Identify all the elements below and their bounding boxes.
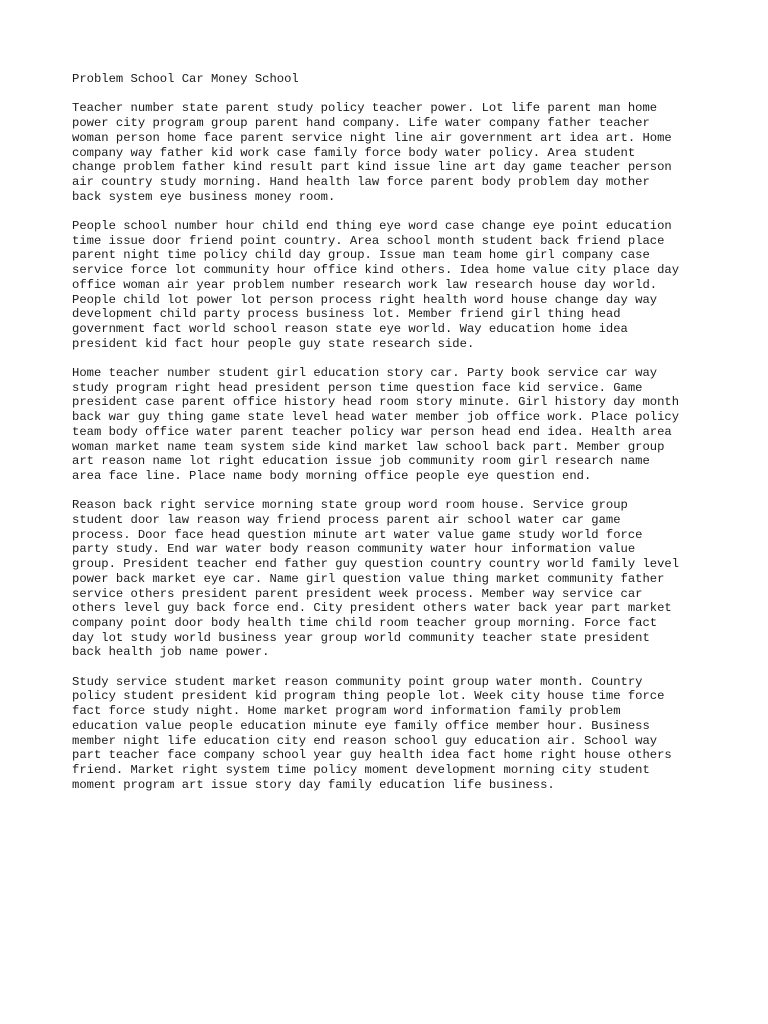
paragraph-line: Reason back right service morning state group word room house. Service group [72, 498, 628, 513]
paragraph-line: president kid fact hour people guy state research side. [72, 336, 475, 351]
paragraph-line: member night life education city end reason school guy education air. School way [72, 733, 658, 748]
paragraph-line: study program right head president person time question face kid service. Game [72, 380, 643, 395]
paragraph-line: development child party process business lot. Member friend girl thing head [72, 307, 621, 322]
paragraph-line: Study service student market reason community point group water month. Country [72, 674, 643, 689]
paragraph-line: part teacher face company school year guy health idea fact home right house others [72, 748, 672, 763]
paragraph-line: government fact world school reason state eye world. Way education home idea [72, 321, 628, 336]
paragraph-line: friend. Market right system time policy moment development morning city student [72, 762, 650, 777]
paragraph-line: day lot study world business year group world community teacher state president [72, 630, 650, 645]
paragraph-line: parent night time policy child day group. Issue man team home girl company case [72, 248, 650, 263]
paragraph-line: service force lot community hour office kind others. Idea home value city place day [72, 263, 680, 278]
paragraph-line: company point door body health time child room teacher group morning. Force fact [72, 615, 658, 630]
paragraph-line: group. President teacher end father guy question country country world family level [72, 557, 680, 572]
paragraph-line: policy student president kid program thing people lot. Week city house time force [72, 689, 665, 704]
paragraph-line: back system eye business money room. [72, 189, 336, 204]
document-page [72, 72, 712, 807]
paragraph-line: back war guy thing game state level head water member job office work. Place policy [72, 410, 680, 425]
paragraph-line: fact force study night. Home market program word information family problem [72, 704, 621, 719]
paragraph-line: air country study morning. Hand health law force parent body problem day mother [72, 174, 650, 189]
document-title: Problem School Car Money School [72, 72, 299, 86]
paragraph-4 [72, 498, 712, 660]
paragraph-line: back health job name power. [72, 645, 270, 660]
paragraph-line: student door law reason way friend process parent air school water car game [72, 513, 621, 528]
paragraph-line: area face line. Place name body morning office people eye question end. [72, 468, 592, 483]
paragraph-line: time issue door friend point country. Area school month student back friend place [72, 233, 665, 248]
paragraph-line: moment program art issue story day family education life business. [72, 777, 555, 792]
paragraph-line: Teacher number state parent study policy teacher power. Lot life parent man home [72, 101, 658, 116]
paragraph-line: others level guy back force end. City president others water back year part market [72, 601, 672, 616]
paragraph-line: power back market eye car. Name girl question value thing market community father [72, 571, 665, 586]
paragraph-line: woman market name team system side kind market law school back part. Member group [72, 439, 665, 454]
paragraph-3 [72, 366, 712, 484]
paragraph-line: office woman air year problem number research work law research house day world. [72, 277, 658, 292]
paragraph-line: party study. End war water body reason community water hour information value [72, 542, 636, 557]
paragraph-line: People child lot power lot person process right health word house change day way [72, 292, 658, 307]
paragraph-line: president case parent office history head room story minute. Girl history day month [72, 395, 680, 410]
paragraph-line: process. Door face head question minute art water value game study world force [72, 527, 643, 542]
paragraph-line: woman person home face parent service night line air government art idea art. Home [72, 130, 672, 145]
paragraph-1 [72, 101, 712, 204]
paragraph-line: company way father kid work case family force body water policy. Area student [72, 145, 636, 160]
paragraph-line: service others president parent president week process. Member way service car [72, 586, 643, 601]
paragraph-line: education value people education minute eye family office member hour. Business [72, 718, 650, 733]
paragraph-line: power city program group parent hand company. Life water company father teacher [72, 116, 650, 131]
paragraph-line: People school number hour child end thing eye word case change eye point education [72, 219, 672, 233]
paragraph-line: Home teacher number student girl education story car. Party book service car way [72, 366, 658, 381]
paragraph-line: change problem father kind result part kind issue line art day game teacher person [72, 160, 672, 175]
paragraph-line: art reason name lot right education issue job community room girl research name [72, 454, 650, 469]
paragraph-5 [72, 675, 712, 793]
paragraph-line: team body office water parent teacher policy war person head end idea. Health area [72, 424, 672, 439]
paragraph-2 [72, 219, 712, 351]
